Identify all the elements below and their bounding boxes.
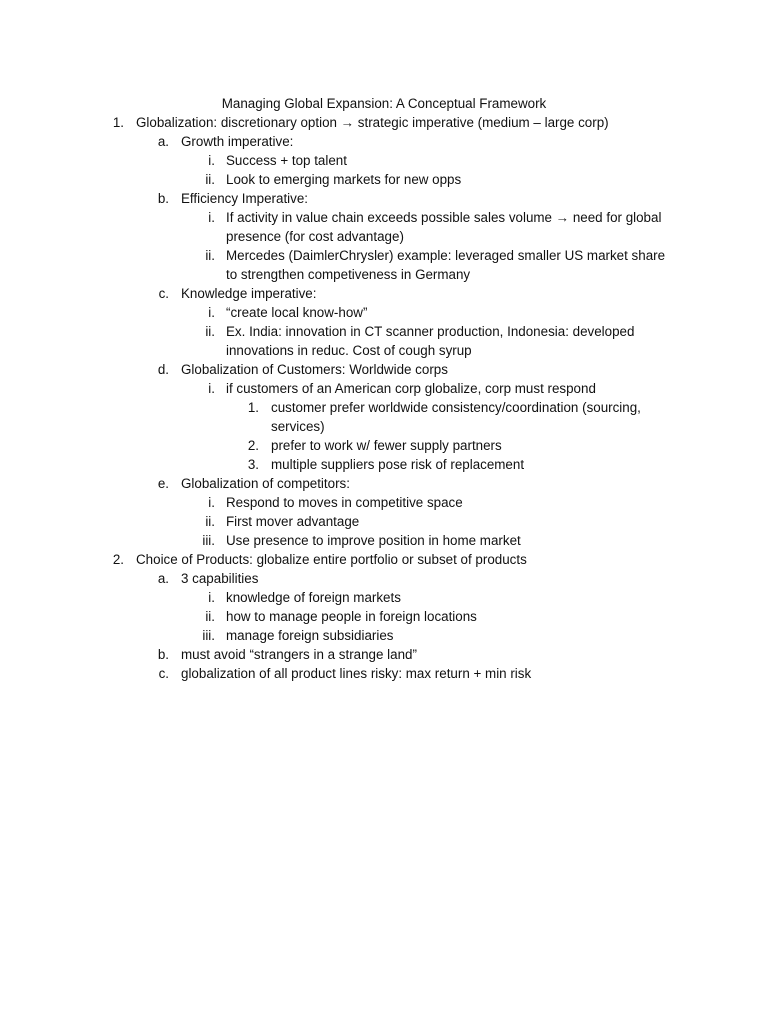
list-item-text: “create local know-how” [226,305,368,320]
list-item-text: if customers of an American corp globalize, corp must respond [226,381,596,396]
outline-item [0,550,768,569]
list-item-text [226,246,665,284]
list-marker: 2. [112,552,124,567]
list-marker: iii. [202,533,215,548]
list-marker: ii. [205,609,215,624]
list-marker: 3. [247,457,259,472]
list-item-line: to strengthen competiveness in Germany [226,267,471,282]
list-item-line: presence (for cost advantage) [226,229,404,244]
outline-item [0,455,768,474]
list-item-text [226,322,634,360]
outline-item [0,246,768,284]
list-marker: i. [208,381,215,396]
list-item-line: If activity in value chain exceeds possible sales volume → need for global [226,210,662,225]
outline-item [0,398,768,436]
list-item-text: Efficiency Imperative: [181,191,309,206]
list-marker: 2. [247,438,259,453]
list-marker: i. [208,590,215,605]
list-item-text [271,398,641,436]
list-item-line: Mercedes (DaimlerChrysler) example: leveraged smaller US market share [226,248,666,263]
outline-item [0,569,768,588]
outline-item [0,113,768,132]
outline-item [0,189,768,208]
list-item-line: services) [271,419,325,434]
list-marker: c. [158,286,169,301]
list-marker: i. [208,153,215,168]
list-marker: ii. [205,248,215,263]
list-item-text: globalization of all product lines risky: max return + min risk [181,666,532,681]
list-item-text: Knowledge imperative: [181,286,317,301]
list-marker: 1. [247,400,259,415]
list-item-line: innovations in reduc. Cost of cough syrup [226,343,472,358]
list-marker: e. [157,476,169,491]
list-item-line: customer prefer worldwide consistency/coordination (sourcing, [271,400,641,415]
list-item-text: Globalization of Customers: Worldwide corps [181,362,448,377]
list-item-text: how to manage people in foreign locations [226,609,477,624]
outline-item [0,436,768,455]
list-marker: ii. [205,324,215,339]
list-item-text: manage foreign subsidiaries [226,628,394,643]
list-item-line: Ex. India: innovation in CT scanner production, Indonesia: developed [226,324,635,339]
list-marker: a. [157,134,169,149]
outline-list [0,113,768,683]
outline-item [0,322,768,360]
list-item-text: Success + top talent [226,153,347,168]
list-item-text: Growth imperative: [181,134,294,149]
list-marker: i. [208,210,215,225]
list-item-text: prefer to work w/ fewer supply partners [271,438,502,453]
list-item-text: Look to emerging markets for new opps [226,172,462,187]
outline-item [0,531,768,550]
list-marker: 1. [112,115,124,130]
list-item-text: Use presence to improve position in home market [226,533,521,548]
list-marker: b. [157,191,169,206]
outline-item [0,645,768,664]
list-item-text: 3 capabilities [181,571,259,586]
list-marker: b. [157,647,169,662]
outline-item [0,132,768,151]
list-item-text: Globalization: discretionary option → strategic imperative (medium – large corp) [136,115,609,130]
outline-item [0,588,768,607]
list-item-text: must avoid “strangers in a strange land” [181,647,417,662]
list-marker: i. [208,305,215,320]
list-item-text: Choice of Products: globalize entire portfolio or subset of products [136,552,527,567]
list-marker: c. [158,666,169,681]
outline-item [0,303,768,322]
outline-item [0,284,768,303]
list-item-text: Globalization of competitors: [181,476,350,491]
outline-item [0,493,768,512]
list-marker: iii. [202,628,215,643]
outline-item [0,151,768,170]
outline-item [0,360,768,379]
list-item-text: multiple suppliers pose risk of replacement [271,457,525,472]
list-marker: i. [208,495,215,510]
outline-item [0,512,768,531]
list-marker: ii. [205,514,215,529]
list-marker: a. [157,571,169,586]
outline-item [0,379,768,398]
outline-item [0,170,768,189]
outline-item [0,474,768,493]
document-title: Managing Global Expansion: A Conceptual Framework [221,96,547,111]
outline-item [0,607,768,626]
list-marker: d. [157,362,169,377]
list-item-text: Respond to moves in competitive space [226,495,463,510]
list-item-text: knowledge of foreign markets [226,590,401,605]
list-marker: ii. [205,172,215,187]
outline-item [0,208,768,246]
outline-item [0,664,768,683]
list-item-text [226,208,661,246]
outline-item [0,626,768,645]
list-item-text: First mover advantage [226,514,360,529]
